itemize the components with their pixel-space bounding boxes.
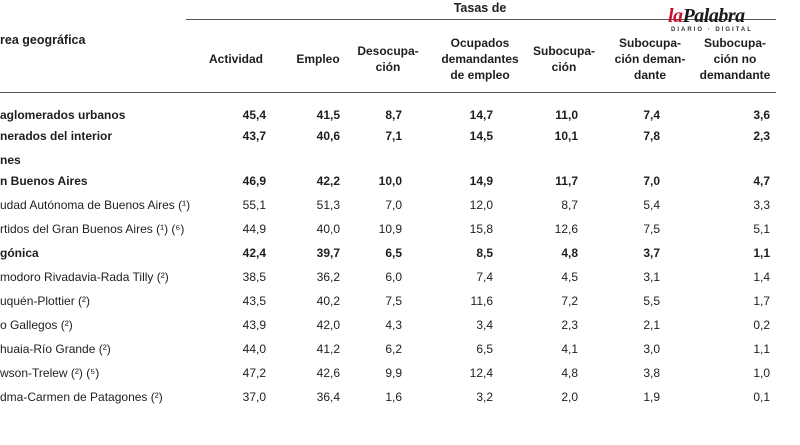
cell-value: 3,6 — [753, 108, 770, 122]
cell-value: 9,9 — [385, 366, 402, 380]
cell-value: 3,3 — [753, 198, 770, 212]
cell-value: 1,7 — [753, 294, 770, 308]
table-row — [0, 291, 800, 315]
header-rule — [0, 92, 776, 93]
cell-value: 36,4 — [316, 390, 340, 404]
cell-value: 14,7 — [469, 108, 493, 122]
logo-la: la — [668, 5, 683, 27]
col-subocupacion-no-demandante: Subocupa- ción no demandante — [699, 36, 771, 82]
cell-value: 5,1 — [753, 222, 770, 236]
cell-value: 3,1 — [643, 270, 660, 284]
cell-value: 46,9 — [242, 174, 266, 188]
cell-value: 43,9 — [242, 318, 266, 332]
cell-value: 42,2 — [316, 174, 340, 188]
cell-value: 11,6 — [470, 294, 493, 308]
col-empleo: Empleo — [296, 52, 340, 66]
row-label: o Gallegos (²) — [0, 318, 73, 332]
cell-value: 1,1 — [753, 246, 770, 260]
cell-value: 7,4 — [476, 270, 493, 284]
cell-value: 0,1 — [753, 390, 770, 404]
table-row — [0, 105, 800, 126]
table-row — [0, 339, 800, 363]
cell-value: 2,1 — [643, 318, 660, 332]
table-row — [0, 171, 800, 195]
row-label: n Buenos Aires — [0, 174, 88, 188]
row-label: udad Autónoma de Buenos Aires (¹) — [0, 198, 191, 212]
cell-value: 3,4 — [476, 318, 493, 332]
brand-logo — [668, 5, 745, 28]
cell-value: 0,2 — [753, 318, 770, 332]
cell-value: 55,1 — [242, 198, 266, 212]
col-subocupacion: Subocupa- ción — [533, 44, 595, 74]
cell-value: 1,4 — [753, 270, 770, 284]
row-label: aglomerados urbanos — [0, 108, 126, 122]
cell-value: 44,9 — [242, 222, 266, 236]
cell-value: 3,7 — [643, 246, 660, 260]
cell-value: 8,5 — [476, 246, 493, 260]
cell-value: 3,2 — [476, 390, 493, 404]
cell-value: 1,0 — [753, 366, 770, 380]
cell-value: 11,7 — [555, 174, 578, 188]
cell-value: 1,9 — [643, 390, 660, 404]
cell-value: 41,5 — [316, 108, 340, 122]
cell-value: 4,1 — [561, 342, 578, 356]
col-subocupacion-demandante: Subocupa- ción deman- dante — [614, 36, 686, 82]
table-row — [0, 219, 800, 243]
cell-value: 42,0 — [316, 318, 340, 332]
cell-value: 12,6 — [554, 222, 578, 236]
cell-value: 7,5 — [385, 294, 402, 308]
area-header: rea geográfica — [0, 33, 86, 47]
cell-value: 3,0 — [643, 342, 660, 356]
table-row — [0, 315, 800, 339]
cell-value: 7,8 — [643, 129, 660, 143]
cell-value: 40,0 — [316, 222, 340, 236]
cell-value: 40,2 — [316, 294, 340, 308]
cell-value: 7,2 — [561, 294, 578, 308]
cell-value: 7,0 — [385, 198, 402, 212]
table-row — [0, 267, 800, 291]
cell-value: 7,0 — [643, 174, 660, 188]
cell-value: 12,0 — [469, 198, 493, 212]
cell-value: 14,5 — [469, 129, 493, 143]
cell-value: 1,6 — [385, 390, 402, 404]
cell-value: 2,3 — [561, 318, 578, 332]
col-actividad: Actividad — [208, 52, 263, 66]
cell-value: 47,2 — [242, 366, 266, 380]
cell-value: 40,6 — [316, 129, 340, 143]
table-row — [0, 243, 800, 267]
row-label: nes — [0, 153, 21, 167]
cell-value: 43,7 — [242, 129, 266, 143]
cell-value: 10,9 — [378, 222, 402, 236]
logo-tagline: DIARIO · DIGITAL — [671, 27, 753, 33]
cell-value: 1,1 — [753, 342, 770, 356]
table-row — [0, 363, 800, 387]
cell-value: 37,0 — [242, 390, 266, 404]
cell-value: 41,2 — [316, 342, 340, 356]
cell-value: 6,5 — [476, 342, 493, 356]
cell-value: 6,0 — [385, 270, 402, 284]
cell-value: 6,2 — [385, 342, 402, 356]
cell-value: 43,5 — [242, 294, 266, 308]
cell-value: 3,8 — [643, 366, 660, 380]
cell-value: 11,0 — [555, 108, 578, 122]
cell-value: 45,4 — [242, 108, 266, 122]
row-label: uquén-Plottier (²) — [0, 294, 91, 308]
cell-value: 39,7 — [316, 246, 340, 260]
cell-value: 12,4 — [469, 366, 493, 380]
table-row — [0, 387, 800, 411]
cell-value: 5,5 — [643, 294, 660, 308]
row-label: gónica — [0, 246, 39, 260]
cell-value: 2,0 — [561, 390, 578, 404]
cell-value: 4,8 — [561, 366, 578, 380]
row-label: wson-Trelew (²) (⁵) — [0, 366, 100, 380]
cell-value: 38,5 — [242, 270, 266, 284]
col-desocupacion: Desocupa- ción — [357, 44, 419, 74]
cell-value: 8,7 — [385, 108, 402, 122]
col-ocupados-demandantes: Ocupados demandantes de empleo — [441, 36, 519, 82]
group-title: Tasas de — [453, 1, 507, 15]
cell-value: 6,5 — [385, 246, 402, 260]
cell-value: 5,4 — [643, 198, 660, 212]
cell-value: 7,4 — [643, 108, 660, 122]
cell-value: 44,0 — [242, 342, 266, 356]
cell-value: 10,0 — [378, 174, 402, 188]
table-row — [0, 195, 800, 219]
row-label: modoro Rivadavia-Rada Tilly (²) — [0, 270, 169, 284]
cell-value: 51,3 — [316, 198, 340, 212]
cell-value: 4,3 — [385, 318, 402, 332]
cell-value: 4,7 — [753, 174, 770, 188]
row-label: dma-Carmen de Patagones (²) — [0, 390, 163, 404]
table-row — [0, 126, 800, 150]
row-label: nerados del interior — [0, 129, 113, 143]
row-label: huaia-Río Grande (²) — [0, 342, 111, 356]
cell-value: 15,8 — [469, 222, 493, 236]
cell-value: 14,9 — [469, 174, 493, 188]
cell-value: 8,7 — [561, 198, 578, 212]
cell-value: 42,6 — [316, 366, 340, 380]
table-row — [0, 150, 800, 171]
table-body — [0, 105, 800, 411]
cell-value: 4,8 — [561, 246, 578, 260]
cell-value: 7,5 — [643, 222, 660, 236]
cell-value: 4,5 — [561, 270, 578, 284]
cell-value: 7,1 — [385, 129, 402, 143]
cell-value: 36,2 — [316, 270, 340, 284]
cell-value: 42,4 — [242, 246, 266, 260]
row-label: rtidos del Gran Buenos Aires (¹) (⁶) — [0, 222, 185, 236]
cell-value: 2,3 — [753, 129, 770, 143]
logo-palabra: Palabra — [682, 5, 745, 27]
cell-value: 10,1 — [554, 129, 578, 143]
